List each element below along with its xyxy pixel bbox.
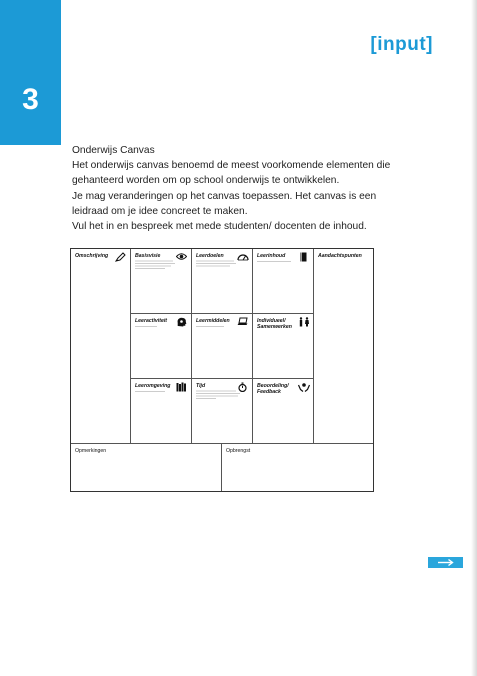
book-icon [298,252,309,261]
cell-hint [135,390,179,394]
cell-hint [135,325,179,329]
cell-title: Opbrengst [226,448,251,454]
intro-line: Het onderwijs canvas benoemd de meest voorkomende elementen die [72,160,391,172]
canvas-cell-opmerkingen[interactable] [71,444,222,491]
canvas-cell-omschrijving[interactable] [71,249,131,444]
people-icon [298,317,309,326]
cell-title [257,318,292,330]
onderwijs-canvas [70,248,374,492]
next-page-button[interactable] [428,557,463,568]
cell-title: Opmerkingen [75,448,107,454]
cell-title: Aandachtspunten [318,253,362,259]
arrow-right-icon [428,557,463,568]
hands-icon [298,382,309,391]
intro-heading: Onderwijs Canvas [72,145,155,156]
chapter-block [0,0,61,145]
cell-title: Leeromgeving [135,383,171,389]
canvas-cell-opbrengst[interactable] [222,444,373,491]
cell-title: Tijd [196,383,206,389]
intro-line: Vul het in en bespreek met mede studenten/ docenten de inhoud. [72,221,367,233]
canvas-cell-leerinhoud[interactable] [253,249,314,314]
page-edge-shadow [471,0,477,676]
canvas-cell-beoordeling-feedback[interactable] [253,379,314,444]
canvas-cell-tijd[interactable] [192,379,253,444]
gauge-icon [237,252,248,261]
chapter-number: 3 [22,83,39,116]
intro-line: Je mag veranderingen op het canvas toepassen. Het canvas is een [72,190,377,202]
cell-hint [196,390,240,400]
pen-icon [115,252,126,261]
cell-hint [135,260,179,270]
cell-title: Leeractiviteit [135,318,168,324]
cell-title: Basisvisie [135,253,161,259]
cell-title-line: Individueel/ [257,318,286,324]
cell-title-line: Samenwerken [257,324,292,330]
stopwatch-icon [237,382,248,391]
canvas-cell-aandachtspunten[interactable] [314,249,373,444]
books-icon [176,382,187,391]
eye-icon [176,252,187,261]
cell-title [257,383,289,395]
intro-text [72,143,402,234]
cell-hint [196,325,240,329]
canvas-cell-leermiddelen[interactable] [192,314,253,379]
cell-title-line: Feedback [257,389,281,395]
canvas-cell-leeractiviteit[interactable] [131,314,192,379]
head-icon [176,317,187,326]
section-tag: [input] [370,34,433,55]
laptop-icon [237,317,248,326]
canvas-cell-basisvisie[interactable] [131,249,192,314]
cell-title: Omschrijving [75,253,109,259]
canvas-cell-leerdoelen[interactable] [192,249,253,314]
cell-title: Leerdoelen [196,253,224,259]
intro-line: leidraad om je idee concreet te maken. [72,205,248,217]
canvas-cell-leeromgeving[interactable] [131,379,192,444]
cell-title: Leerinhoud [257,253,286,259]
intro-line: gehanteerd worden om op school onderwijs te ontwikkelen. [72,175,340,187]
cell-title-line: Beoordeling/ [257,383,289,389]
cell-title: Leermiddelen [196,318,230,324]
cell-hint [196,260,240,268]
cell-hint [257,260,301,264]
canvas-cell-individueel-samenwerken[interactable] [253,314,314,379]
